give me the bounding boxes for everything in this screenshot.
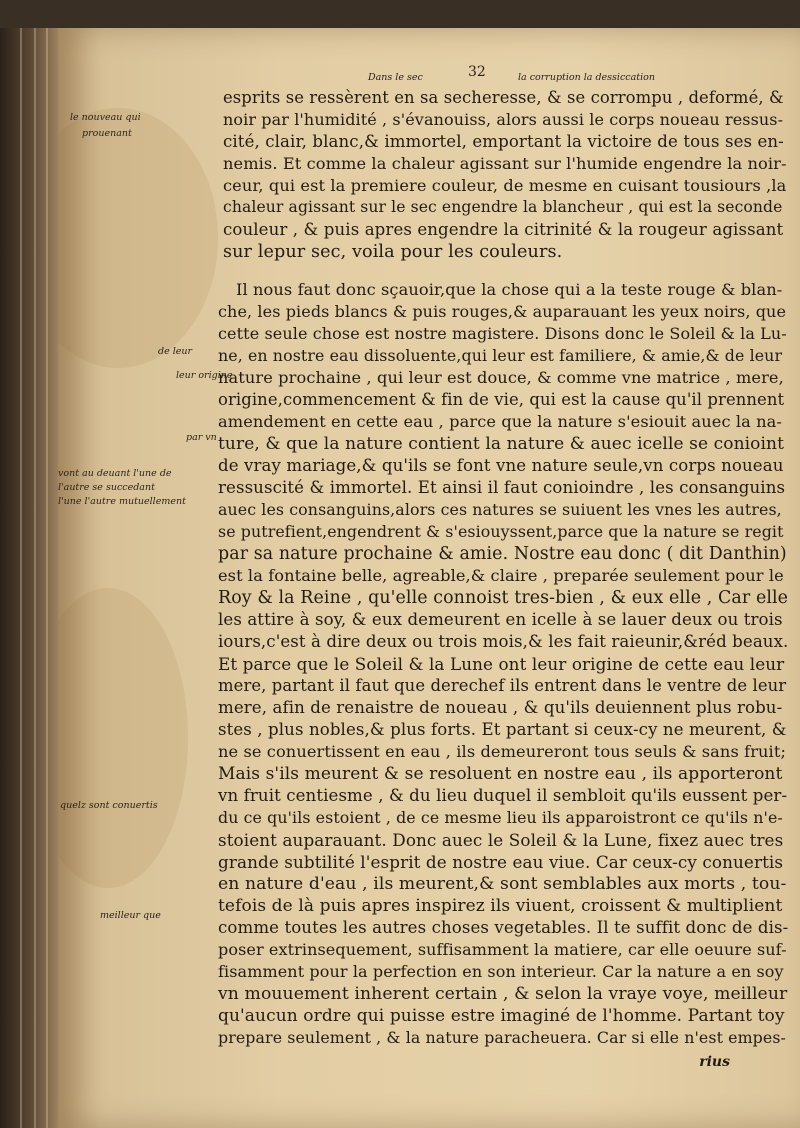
text-line: amendement en cette eau , parce que la nature s'esiouit auec la na- xyxy=(218,412,782,431)
text-line: ture, & que la nature contient la nature & auec icelle se conioint xyxy=(218,434,785,454)
text-line: sur lepur sec, voila pour les couleurs. xyxy=(223,242,563,262)
text-line: en nature d'eau , ils meurent,& sont semblables aux morts , tou- xyxy=(218,874,787,894)
annotation: prouenant xyxy=(82,128,132,139)
text-line: auec les consanguins,alors ces natures se suiuent les vnes les autres, xyxy=(218,500,782,519)
folio-number: 32 xyxy=(468,64,486,80)
text-line: iours,c'est à dire deux ou trois mois,& les fait raieunir,&réd beaux. xyxy=(218,632,789,651)
annotation: quelz sont conuertis xyxy=(60,800,158,811)
text-line: poser extrinsequement, suffisamment la matiere, car elle oeuure suf- xyxy=(218,940,787,959)
annotation: Dans le sec xyxy=(368,72,423,83)
annotation: par vn xyxy=(186,432,217,443)
text-line: tefois de là puis apres inspirez ils viuent, croissent & multiplient xyxy=(218,896,783,916)
text-line: Roy & la Reine , qu'elle connoist tres-bien , & eux elle , Car elle xyxy=(218,588,789,608)
annotation: leur origine xyxy=(176,370,233,381)
text-line: nemis. Et comme la chaleur agissant sur l'humide engendre la noir- xyxy=(223,154,787,173)
text-line: ne, en nostre eau dissoluente,qui leur est familiere, & amie,& de leur xyxy=(218,346,783,365)
text-line: nature prochaine , qui leur est douce, & comme vne matrice , mere, xyxy=(218,368,784,387)
text-line: chaleur agissant sur le sec engendre la blancheur , qui est la seconde xyxy=(223,198,783,216)
text-line: mere, partant il faut que derechef ils entrent dans le ventre de leur xyxy=(218,676,787,695)
annotation: de leur xyxy=(158,346,193,357)
annotation: meilleur que xyxy=(100,910,161,921)
text-line: qu'aucun ordre qui puisse estre imaginé de l'homme. Partant toy xyxy=(218,1006,785,1026)
text-line: mere, afin de renaistre de noueau , & qu'ils deuiennent plus robu- xyxy=(218,698,783,717)
text-line: Mais s'ils meurent & se resoluent en nostre eau , ils apporteront xyxy=(218,764,783,784)
text-line: che, les pieds blancs & puis rouges,& auparauant les yeux noirs, que xyxy=(218,302,787,321)
book-gutter xyxy=(0,28,58,1128)
text-line: de vray mariage,& qu'ils se font vne nature seule,vn corps noueau xyxy=(218,456,784,475)
text-line: se putrefient,engendrent & s'esiouyssent,parce que la nature se regit xyxy=(218,522,784,541)
paper-stain xyxy=(58,588,188,888)
catchword: rius xyxy=(699,1054,730,1070)
text-line: Il nous faut donc sçauoir,que la chose qui a la teste rouge & blan- xyxy=(236,280,783,299)
text-line: origine,commencement & fin de vie, qui est la cause qu'il prennent xyxy=(218,390,785,409)
text-line: est la fontaine belle, agreable,& claire , preparée seulement pour le xyxy=(218,566,784,585)
page-edge xyxy=(34,28,36,1128)
text-line: prepare seulement , & la nature paracheuera. Car si elle n'est empes- xyxy=(218,1028,786,1047)
text-line: fisamment pour la perfection en son interieur. Car la nature a en soy xyxy=(218,962,784,981)
text-line: comme toutes les autres choses vegetables. Il te suffit donc de dis- xyxy=(218,918,789,937)
text-line: les attire à soy, & eux demeurent en icelle à se lauer deux ou trois xyxy=(218,610,783,629)
text-line: esprits se ressèrent en sa secheresse, & se corrompu , deformé, & xyxy=(223,88,784,107)
text-line: cette seule chose est nostre magistere. Disons donc le Soleil & la Lu- xyxy=(218,324,787,343)
text-line: vn mouuement inherent certain , & selon la vraye voye, meilleur xyxy=(218,984,788,1004)
text-line: ceur, qui est la premiere couleur, de mesme en cuisant tousiours ,la xyxy=(223,176,787,195)
text-line: par sa nature prochaine & amie. Nostre eau donc ( dit Danthin) xyxy=(218,544,787,564)
page-edge xyxy=(46,28,48,1128)
text-line: ne se conuertissent en eau , ils demeureront tous seuls & sans fruit; xyxy=(218,742,786,761)
page-edge xyxy=(20,28,22,1128)
annotation: la corruption la dessiccation xyxy=(518,72,655,83)
text-line: cité, clair, blanc,& immortel, emportant la victoire de tous ses en- xyxy=(223,132,784,151)
annotation: vont au deuant l'une de xyxy=(58,468,172,479)
text-line: ressuscité & immortel. Et ainsi il faut conioindre , les consanguins xyxy=(218,478,786,497)
text-line: grande subtilité l'esprit de nostre eau viue. Car ceux-cy conuertis xyxy=(218,852,784,872)
text-line: vn fruit centiesme , & du lieu duquel il sembloit qu'ils eussent per- xyxy=(218,786,788,805)
annotation: l'une l'autre mutuellement xyxy=(58,496,186,507)
text-line: noir par l'humidité , s'évanouiss, alors aussi le corps noueau ressus- xyxy=(223,110,784,129)
annotation: l'autre se succedant xyxy=(58,482,155,493)
text-line: stes , plus nobles,& plus forts. Et partant si ceux-cy ne meurent, & xyxy=(218,720,787,739)
paper-stain xyxy=(58,108,218,368)
annotation: le nouveau qui xyxy=(70,112,141,123)
text-line: couleur , & puis apres engendre la citrinité & la rougeur agissant xyxy=(223,220,784,239)
manuscript-page xyxy=(58,28,800,1128)
text-line: du ce qu'ils estoient , de ce mesme lieu ils apparoistront ce qu'ils n'e- xyxy=(218,808,783,827)
text-line: stoient auparauant. Donc auec le Soleil & la Lune, fixez auec tres xyxy=(218,830,784,850)
text-line: Et parce que le Soleil & la Lune ont leur origine de cette eau leur xyxy=(218,654,785,674)
